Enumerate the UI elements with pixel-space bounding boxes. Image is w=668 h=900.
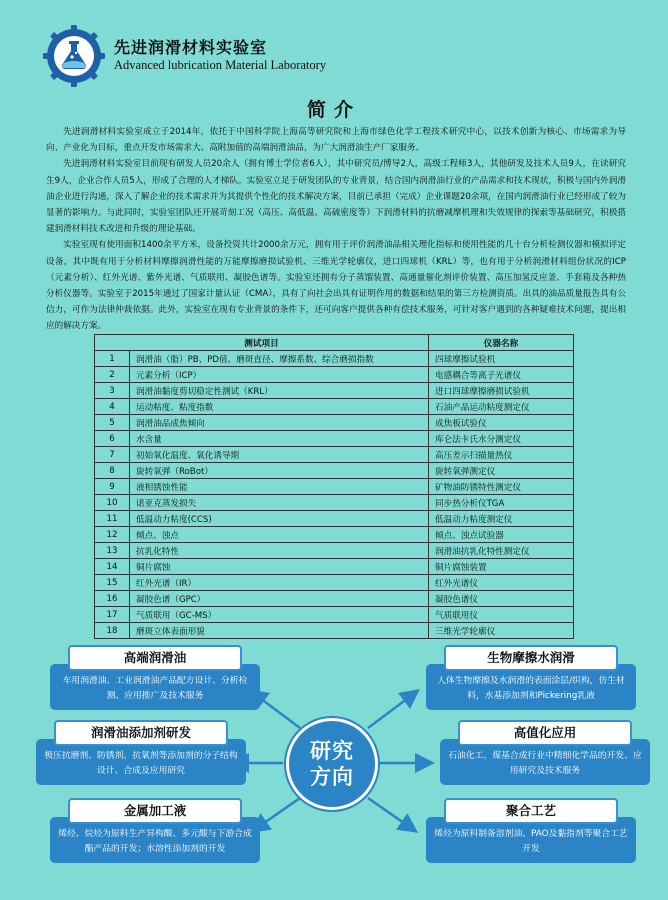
card-title: 高端润滑油 — [68, 645, 242, 671]
row-number: 6 — [95, 431, 130, 447]
row-number: 18 — [95, 623, 130, 639]
test-item: 旋转氧弹（RoBot） — [130, 463, 429, 479]
intro-text — [46, 124, 626, 335]
brand-chinese-name: 先进润滑材料实验室 — [114, 38, 268, 57]
instrument-name: 红外光谱仪 — [429, 575, 574, 591]
test-item: 低温动力粘度(CCS) — [130, 511, 429, 527]
research-card-polymerization — [426, 798, 636, 863]
instrument-name: 高压差示扫描量热仪 — [429, 447, 574, 463]
card-title: 聚合工艺 — [444, 798, 618, 824]
instrument-name: 同步热分析仪TGA — [429, 495, 574, 511]
row-number: 9 — [95, 479, 130, 495]
row-number: 17 — [95, 607, 130, 623]
instrument-name: 进口四球摩擦磨损试验机 — [429, 383, 574, 399]
row-number: 10 — [95, 495, 130, 511]
research-card-premium-lubricant — [50, 645, 260, 710]
row-number: 5 — [95, 415, 130, 431]
instrument-name: 矿物油防锈特性测定仪 — [429, 479, 574, 495]
card-body: 人体生物摩擦及水润滑的表面涂层/织构，仿生材料，水基添加剂和Pickering乳液 — [426, 664, 636, 710]
table-row — [95, 351, 574, 367]
test-item: 抗乳化特性 — [130, 543, 429, 559]
card-title: 润滑油添加剂研发 — [54, 720, 228, 746]
row-number: 3 — [95, 383, 130, 399]
row-number: 7 — [95, 447, 130, 463]
test-item: 气质联用（GC-MS） — [130, 607, 429, 623]
instrument-name: 气质联用仪 — [429, 607, 574, 623]
table-row — [95, 447, 574, 463]
card-title: 金属加工液 — [68, 798, 242, 824]
row-number: 11 — [95, 511, 130, 527]
center-line-1: 研究 — [310, 739, 354, 763]
table-row — [95, 399, 574, 415]
instrument-name: 低温动力粘度测定仪 — [429, 511, 574, 527]
arrow-to-bio-tribology — [368, 692, 416, 728]
card-body: 极压抗磨剂、防锈剂、抗氧剂等添加剂的分子结构设计、合成及应用研究 — [36, 739, 246, 785]
test-item: 润滑油（脂）PB、PD值、磨斑直径、摩擦系数、综合磨损指数 — [130, 351, 429, 367]
instrument-name: 倾点、浊点试验器 — [429, 527, 574, 543]
card-title: 生物摩擦水润滑 — [444, 645, 618, 671]
test-item: 润滑油黏度剪切稳定性测试（KRL） — [130, 383, 429, 399]
table-row — [95, 511, 574, 527]
arrow-to-polymerization — [368, 798, 414, 830]
arrow-to-metalworking — [254, 798, 300, 830]
instrument-name: 旋转氧弹测定仪 — [429, 463, 574, 479]
card-body: 烯烃为原料制备溶剂油、PAO及黏指剂等聚合工艺开发 — [426, 817, 636, 863]
row-number: 14 — [95, 559, 130, 575]
header — [0, 0, 668, 90]
instrument-name: 润滑油抗乳化特性测定仪 — [429, 543, 574, 559]
row-number: 15 — [95, 575, 130, 591]
intro-paragraph-2: 先进润滑材料实验室目前现有研发人员20余人（拥有博士学位者6人），其中研究员/博导2人，高级工程师3人，其他研发及技术人员9人，在读研究生9人，企业合作人员5人，形成了合理的人才梯队。实验室立足于研发团队的专业背景，结合国内润滑油行业的产品需求和技术现状，积极与国内外润滑油企业进行沟通，深入了解企业的技术需求并为其提供个性化的技术解决方案，目前已承担（完成）企业课题20余项，在国内润滑油行业已经形成了较为显著的影响力。与此同时，实验室团队还开展苛刻工况（高压、高低温、高硫密度等）下润滑材料的抗磨减摩机理和失效规律的探索等基础研究，积极搭建润滑材料技术改进和升级的理论基础。 — [46, 159, 626, 235]
table-row — [95, 559, 574, 575]
table-row — [95, 607, 574, 623]
research-card-high-value — [440, 720, 650, 785]
table-row — [95, 383, 574, 399]
intro-paragraph-3: 实验室现有使用面积1400余平方米，设备投资共计2000余万元，拥有用于评价润滑油品相关理化指标和使用性能的几十台分析检测仪器和模拟评定设备，其中既有用于分析材料摩擦润滑性能的万能摩擦磨损试验机、三维光学轮廓仪，进口四球机（KRL）等，也有用于分析润滑材料组份状况的ICP（元素分析）、红外光谱、紫外光谱、气质联用、凝胶色谱等。实验室还拥有分子蒸馏装置、高通量催化剂评价装置、高压加氢反应釜、手套箱及各种热分析仪器等。实验室于2015年通过了国家计量认证（CMA），具有了向社会出具有证明作用的数据和结果的第三方检测资质。出具的油品质量报告具有公信力，可作为法律仲裁依据。此外，实验室在现有专业背景的条件下，还可向客户提供各种有偿技术服务，可针对客户遇到的各种疑难技术问题，提出相应的解决方案。 — [46, 240, 626, 332]
test-instrument-table — [94, 334, 574, 639]
instrument-name: 石油产品运动粘度测定仪 — [429, 399, 574, 415]
table-row — [95, 575, 574, 591]
test-item: 红外光谱（IR） — [130, 575, 429, 591]
test-item: 凝胶色谱（GPC） — [130, 591, 429, 607]
research-card-bio-tribology — [426, 645, 636, 710]
table-row — [95, 623, 574, 639]
card-body: 石油化工、煤基合成行业中精细化学品的开发、应用研究及技术服务 — [440, 739, 650, 785]
table-row — [95, 463, 574, 479]
instrument-name: 三维光学轮廓仪 — [429, 623, 574, 639]
intro-paragraph-1: 先进润滑材料实验室成立于2014年，依托于中国科学院上海高等研究院和上海市绿色化学工程技术研究中心，以技术创新为核心、市场需求为导向、产业化为目标，重点开发市场需求大、高附加值的高端润滑油品，为广大润滑油生产厂家服务。 — [46, 127, 626, 154]
card-title: 高值化应用 — [458, 720, 632, 746]
research-card-metalworking — [50, 798, 260, 863]
intro-title: 简介 — [306, 99, 361, 121]
center-line-2: 方向 — [310, 765, 354, 789]
table-row — [95, 527, 574, 543]
test-item: 初始氧化温度、氧化诱导期 — [130, 447, 429, 463]
table-row — [95, 479, 574, 495]
table-row — [95, 431, 574, 447]
test-item: 水含量 — [130, 431, 429, 447]
test-item-header: 测试项目 — [95, 335, 429, 351]
test-item: 运动粘度、粘度指数 — [130, 399, 429, 415]
table-row — [95, 591, 574, 607]
test-item: 倾点、浊点 — [130, 527, 429, 543]
card-body: 烯烃、烷烃为原料生产异构酸、多元酸与下游合成酯产品的开发；水溶性添加剂的开发 — [50, 817, 260, 863]
test-item: 元素分析（ICP） — [130, 367, 429, 383]
row-number: 2 — [95, 367, 130, 383]
instrument-name: 成焦板试验仪 — [429, 415, 574, 431]
test-item: 磨斑立体表面形貌 — [130, 623, 429, 639]
table-row — [95, 415, 574, 431]
table-header-row — [95, 335, 574, 351]
lab-flask-gear-logo-icon — [42, 24, 106, 88]
instrument-name: 四球摩擦试验机 — [429, 351, 574, 367]
row-number: 16 — [95, 591, 130, 607]
instrument-name: 电感耦合等离子光谱仪 — [429, 367, 574, 383]
brand-english-name: Advanced lubrication Material Laboratory — [114, 58, 327, 72]
research-card-additive — [36, 720, 246, 785]
card-body: 车用润滑油、工业润滑油产品配方设计、分析检测、应用推广及技术服务 — [50, 664, 260, 710]
instrument-header: 仪器名称 — [429, 335, 574, 351]
table-row — [95, 367, 574, 383]
table-row — [95, 495, 574, 511]
row-number: 13 — [95, 543, 130, 559]
instrument-name: 凝胶色谱仪 — [429, 591, 574, 607]
row-number: 1 — [95, 351, 130, 367]
row-number: 12 — [95, 527, 130, 543]
test-item: 液相锈蚀性能 — [130, 479, 429, 495]
instrument-name: 库仑法卡氏水分测定仪 — [429, 431, 574, 447]
test-item: 铜片腐蚀 — [130, 559, 429, 575]
test-item: 润滑油品成焦倾向 — [130, 415, 429, 431]
row-number: 8 — [95, 463, 130, 479]
test-item: 诺亚克蒸发损失 — [130, 495, 429, 511]
research-direction-center — [286, 718, 378, 810]
row-number: 4 — [95, 399, 130, 415]
instrument-name: 铜片腐蚀装置 — [429, 559, 574, 575]
table-row — [95, 543, 574, 559]
